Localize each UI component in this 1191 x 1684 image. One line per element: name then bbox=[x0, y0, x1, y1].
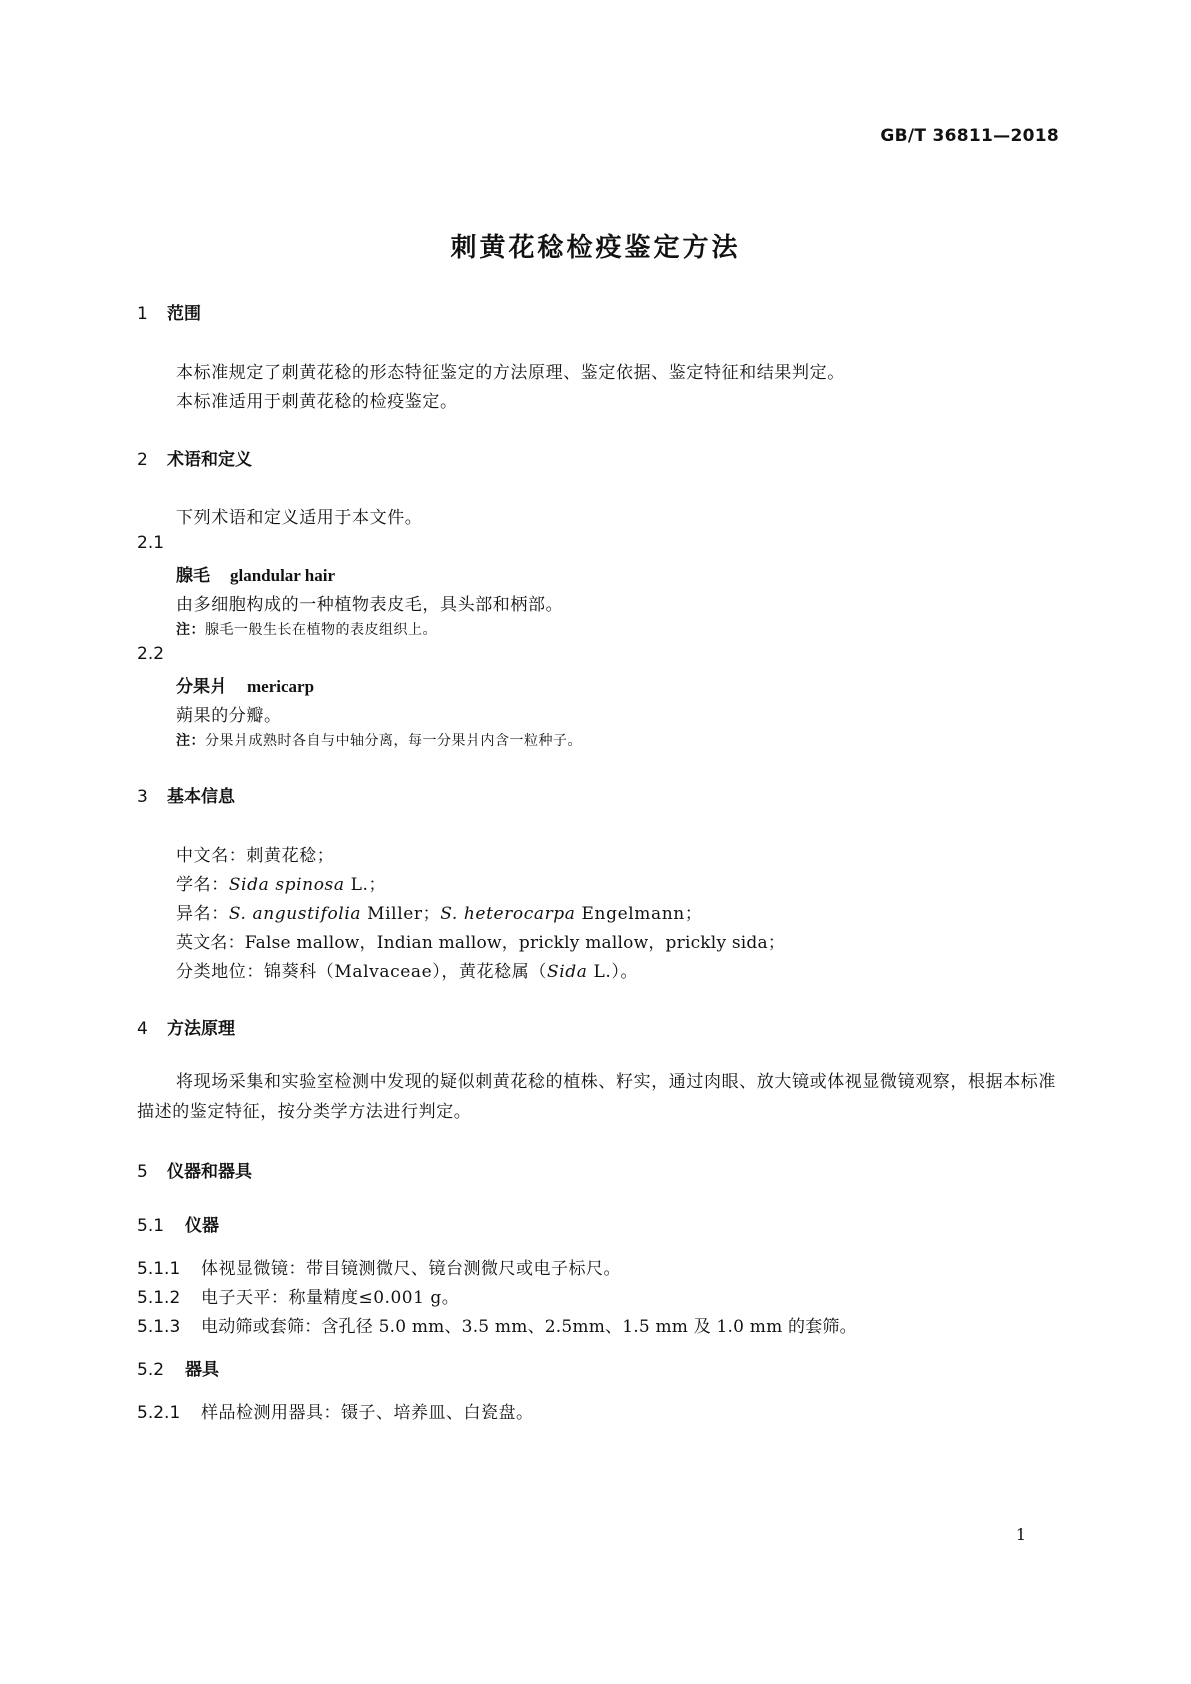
section-heading-2 bbox=[137, 445, 252, 470]
classification-line bbox=[176, 957, 638, 982]
item-text: 电动筛或套筛：含孔径 5.0 mm、3.5 mm、2.5mm、1.5 mm 及 1.0 mm 的套筛。 bbox=[201, 1317, 857, 1337]
list-item bbox=[137, 1283, 459, 1308]
paragraph: 本标准规定了刺黄花稔的形态特征鉴定的方法原理、鉴定依据、鉴定特征和结果判定。 bbox=[176, 363, 845, 383]
section-title: 方法原理 bbox=[167, 1019, 235, 1039]
term-english: mericarp bbox=[247, 677, 315, 696]
section-heading-5 bbox=[137, 1157, 252, 1182]
document-title: 刺黄花稔检疫鉴定方法 bbox=[450, 233, 741, 263]
note-text: 分果爿成熟时各自与中轴分离，每一分果爿内含一粒种子。 bbox=[205, 733, 582, 749]
author: Miller； bbox=[361, 904, 441, 924]
subsection-title: 器具 bbox=[185, 1360, 219, 1380]
section-title: 范围 bbox=[167, 304, 201, 324]
section-number: 2 bbox=[137, 450, 148, 470]
synonym-name: S. angustifolia bbox=[228, 904, 362, 924]
author: Engelmann； bbox=[575, 904, 703, 924]
subsection-heading-5-2 bbox=[137, 1355, 219, 1380]
subsection-number: 5.2 bbox=[137, 1360, 165, 1380]
paragraph: 下列术语和定义适用于本文件。 bbox=[176, 508, 423, 528]
item-number: 5.1.3 bbox=[137, 1317, 181, 1337]
section-title: 术语和定义 bbox=[167, 450, 252, 470]
section-number: 4 bbox=[137, 1019, 148, 1039]
section-number: 3 bbox=[137, 787, 148, 807]
section-heading-1 bbox=[137, 299, 201, 324]
section-number: 1 bbox=[137, 304, 148, 324]
section-number: 5 bbox=[137, 1162, 148, 1182]
paragraph: 本标准适用于刺黄花稔的检疫鉴定。 bbox=[176, 392, 458, 412]
scientific-name-line bbox=[176, 870, 386, 895]
classification-tail: L.）。 bbox=[587, 962, 639, 982]
term-number: 2.2 bbox=[137, 644, 165, 664]
list-item bbox=[137, 1398, 534, 1423]
label: 学名： bbox=[176, 875, 229, 895]
term-english: glandular hair bbox=[230, 566, 336, 585]
synonym-line bbox=[176, 899, 702, 924]
standard-code: GB/T 36811—2018 bbox=[880, 126, 1059, 146]
item-text: 体视显微镜：带目镜测微尺、镜台测微尺或电子标尺。 bbox=[201, 1259, 621, 1279]
section-title: 仪器和器具 bbox=[167, 1162, 252, 1182]
note-text: 腺毛一般生长在植物的表皮组织上。 bbox=[205, 622, 437, 638]
term-chinese: 分果爿 bbox=[176, 677, 227, 697]
item-number: 5.1.1 bbox=[137, 1259, 181, 1279]
term-number: 2.1 bbox=[137, 533, 165, 553]
note-label: 注： bbox=[176, 622, 205, 638]
term-heading bbox=[176, 672, 314, 697]
term-heading bbox=[176, 561, 335, 586]
section-title: 基本信息 bbox=[167, 787, 235, 807]
item-number: 5.2.1 bbox=[137, 1403, 181, 1423]
page-number: 1 bbox=[1015, 1525, 1026, 1544]
english-name-line: 英文名：False mallow，Indian mallow，prickly mallow，prickly sida； bbox=[176, 933, 786, 953]
method-principle-paragraph: 将现场采集和实验室检测中发现的疑似刺黄花稔的植株、籽实，通过肉眼、放大镜或体视显微镜观察，根据本标准描述的鉴定特征，按分类学方法进行判定。 bbox=[137, 1072, 1056, 1122]
item-number: 5.1.2 bbox=[137, 1288, 181, 1308]
list-item bbox=[137, 1254, 621, 1279]
note-label: 注： bbox=[176, 733, 205, 749]
item-text: 样品检测用器具：镊子、培养皿、白瓷盘。 bbox=[201, 1403, 534, 1423]
synonym-name: S. heterocarpa bbox=[440, 904, 576, 924]
term-definition: 由多细胞构成的一种植物表皮毛，具头部和柄部。 bbox=[176, 595, 564, 615]
subsection-number: 5.1 bbox=[137, 1216, 165, 1236]
list-item bbox=[137, 1312, 857, 1337]
term-definition: 蒴果的分瓣。 bbox=[176, 706, 282, 726]
term-note bbox=[176, 730, 582, 750]
section-heading-3 bbox=[137, 782, 235, 807]
subsection-title: 仪器 bbox=[185, 1216, 219, 1236]
scientific-name: Sida spinosa bbox=[228, 875, 345, 895]
item-text: 电子天平：称量精度≤0.001 g。 bbox=[201, 1288, 460, 1308]
chinese-name-line: 中文名：刺黄花稔； bbox=[176, 846, 335, 866]
author: L.； bbox=[344, 875, 387, 895]
term-note bbox=[176, 619, 437, 639]
subsection-heading-5-1 bbox=[137, 1211, 219, 1236]
term-chinese: 腺毛 bbox=[176, 566, 210, 586]
genus-name: Sida bbox=[547, 962, 588, 982]
label: 异名： bbox=[176, 904, 229, 924]
classification-text: 分类地位：锦葵科（Malvaceae），黄花稔属（ bbox=[176, 962, 547, 982]
section-heading-4 bbox=[137, 1014, 235, 1039]
